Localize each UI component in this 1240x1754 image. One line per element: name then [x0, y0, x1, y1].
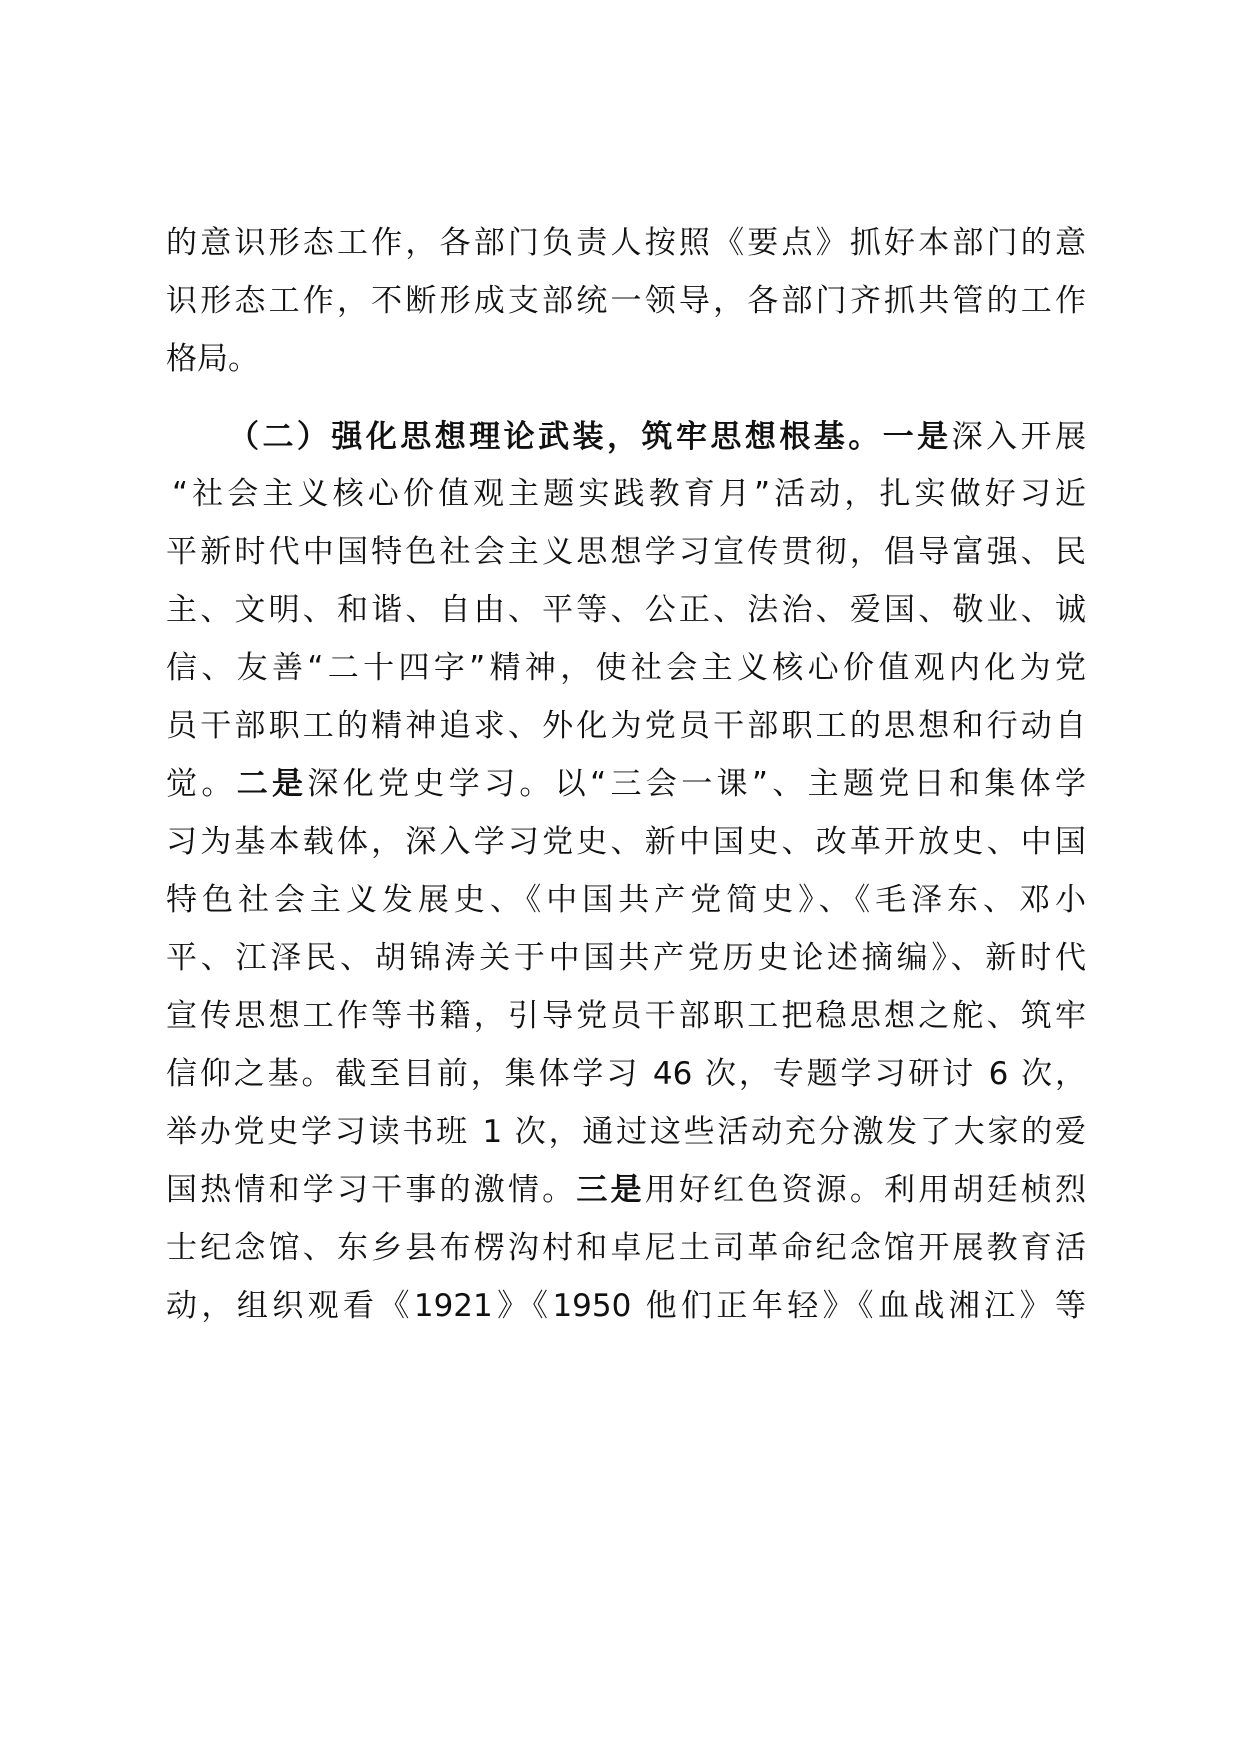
text-run: 信仰之基。截至目前，集体学习 46 次，专题学习研讨 6 次， — [166, 1056, 1086, 1092]
text-line — [166, 269, 1086, 333]
text-run: 主、文明、和谐、自由、平等、公正、法治、爱国、敬业、诚 — [166, 592, 1086, 628]
text-line — [166, 868, 1086, 932]
text-run: 觉。 — [166, 766, 237, 802]
text-line — [166, 1042, 1086, 1106]
text-run: 士纪念馆、东乡县布楞沟村和卓尼土司革命纪念馆开展教育活 — [166, 1230, 1086, 1266]
text-run: 举办党史学习读书班 1 次，通过这些活动充分激发了大家的爱 — [166, 1114, 1086, 1150]
text-run: 深化党史学习。以“三会一课”、主题党日和集体学 — [307, 766, 1086, 802]
text-line — [166, 810, 1086, 874]
text-run: 识形态工作，不断形成支部统一领导，各部门齐抓共管的工作 — [166, 283, 1086, 319]
section-heading-line — [228, 405, 1086, 469]
text-line — [166, 1216, 1086, 1280]
text-run: 特色社会主义发展史、《中国共产党简史》、《毛泽东、邓小 — [166, 882, 1086, 918]
text-line — [166, 211, 1086, 275]
text-line — [166, 694, 1086, 758]
text-line — [166, 578, 1086, 642]
text-run: 国热情和学习干事的激情。 — [166, 1172, 577, 1208]
text-run: 信、友善“二十四字”精神，使社会主义核心价值观内化为党 — [166, 650, 1086, 686]
text-run: 格局。 — [166, 341, 259, 377]
text-run: 用好红色资源。利用胡廷桢烈 — [644, 1172, 1086, 1208]
text-run: 动，组织观看《1921》《1950 他们正年轻》《血战湘江》等 — [166, 1288, 1086, 1324]
text-line — [166, 636, 1086, 700]
text-line — [166, 984, 1086, 1048]
ordinal-marker: 一是 — [882, 419, 952, 455]
text-run: 深入开展 — [951, 419, 1086, 455]
text-line — [166, 327, 1086, 391]
ordinal-marker: 三是 — [576, 1172, 645, 1208]
text-run: 的意识形态工作，各部门负责人按照《要点》抓好本部门的意 — [166, 225, 1086, 261]
ordinal-marker: 二是 — [236, 766, 308, 802]
text-line — [166, 1274, 1086, 1338]
text-line — [166, 520, 1086, 584]
text-run: “社会主义核心价值观主题实践教育月”活动，扎实做好习近 — [172, 476, 1086, 512]
text-run: 平、江泽民、胡锦涛关于中国共产党历史论述摘编》、新时代 — [166, 940, 1086, 976]
section-heading: （二）强化思想理论武装，筑牢思想根基。 — [228, 419, 883, 455]
text-line — [172, 462, 1086, 526]
text-line — [166, 926, 1086, 990]
text-run: 习为基本载体，深入学习党史、新中国史、改革开放史、中国 — [166, 824, 1086, 860]
text-line — [166, 752, 1086, 816]
text-run: 宣传思想工作等书籍，引导党员干部职工把稳思想之舵、筑牢 — [166, 998, 1086, 1034]
text-run: 员干部职工的精神追求、外化为党员干部职工的思想和行动自 — [166, 708, 1086, 744]
text-line — [166, 1158, 1086, 1222]
text-line — [166, 1100, 1086, 1164]
text-run: 平新时代中国特色社会主义思想学习宣传贯彻，倡导富强、民 — [166, 534, 1086, 570]
